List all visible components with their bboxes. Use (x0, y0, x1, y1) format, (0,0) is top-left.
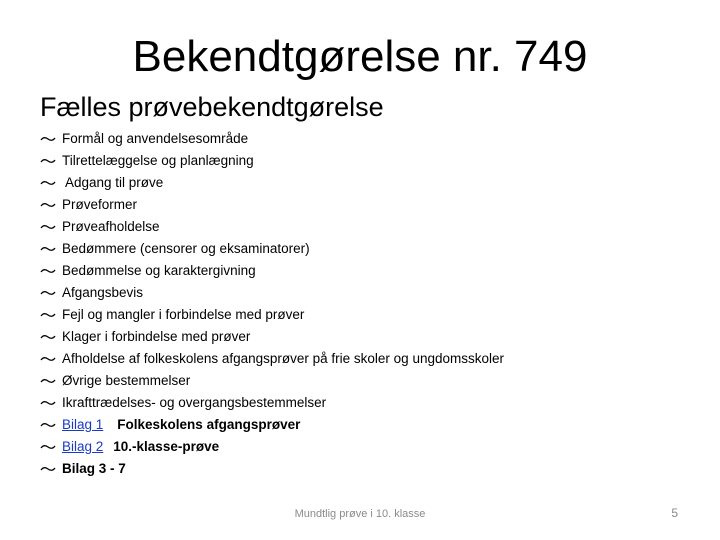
list-item (40, 370, 504, 392)
list-item-label: Fejl og mangler i forbindelse med prøver (62, 307, 305, 322)
list-item (40, 304, 504, 326)
list-item (40, 172, 504, 194)
list-item-label: Bedømmelse og karaktergivning (62, 263, 256, 278)
list-item-label: Formål og anvendelsesområde (62, 131, 249, 146)
wavy-dash-icon (40, 245, 62, 253)
list-item-label: Prøveafholdelse (62, 219, 160, 234)
wavy-dash-icon (40, 289, 62, 297)
wavy-dash-icon (40, 157, 62, 165)
list-item-label: Tilrettelæggelse og planlægning (62, 153, 254, 168)
list-item-label: Bedømmere (censorer og eksaminatorer) (62, 241, 310, 256)
bilag-2-link[interactable]: Bilag 2 (62, 439, 104, 454)
list-item (40, 194, 504, 216)
bilag-1-link[interactable]: Bilag 1 (62, 417, 104, 432)
slide-title: Bekendtgørelse nr. 749 (132, 32, 588, 81)
list-item (40, 392, 504, 414)
bilag-1-description: Folkeskolens afgangsprøver (117, 417, 301, 432)
list-item-label: Prøveformer (62, 197, 138, 212)
topic-list (40, 128, 504, 480)
list-item-label: Afholdelse af folkeskolens afgangsprøver på frie skoler og ungdomsskoler (62, 351, 504, 366)
wavy-dash-icon (40, 179, 62, 187)
list-item-label: Ikrafttrædelses- og overgangsbestemmelser (62, 395, 327, 410)
slide-footer: Mundtlig prøve i 10. klasse (294, 508, 426, 520)
wavy-dash-icon (40, 465, 62, 473)
list-item (40, 216, 504, 238)
wavy-dash-icon (40, 355, 62, 363)
wavy-dash-icon (40, 421, 62, 429)
wavy-dash-icon (40, 399, 62, 407)
list-item-label: Adgang til prøve (62, 175, 164, 190)
wavy-dash-icon (40, 223, 62, 231)
list-item-bilag-2 (40, 436, 504, 458)
wavy-dash-icon (40, 443, 62, 451)
list-item (40, 348, 504, 370)
list-item (40, 282, 504, 304)
wavy-dash-icon (40, 135, 62, 143)
page-number: 5 (671, 506, 678, 520)
wavy-dash-icon (40, 377, 62, 385)
bilag-3-7-label: Bilag 3 - 7 (62, 461, 126, 476)
wavy-dash-icon (40, 201, 62, 209)
list-item-bilag-3-7 (40, 458, 504, 480)
list-item (40, 128, 504, 150)
wavy-dash-icon (40, 333, 62, 341)
list-item-label: Øvrige bestemmelser (62, 373, 191, 388)
list-item (40, 150, 504, 172)
wavy-dash-icon (40, 311, 62, 319)
list-item-label: Klager i forbindelse med prøver (62, 329, 251, 344)
list-item-label: Afgangsbevis (62, 285, 144, 300)
wavy-dash-icon (40, 267, 62, 275)
bilag-2-description: 10.-klasse-prøve (113, 439, 220, 454)
list-item (40, 238, 504, 260)
list-item-bilag-1 (40, 414, 504, 436)
list-item (40, 260, 504, 282)
slide-subtitle: Fælles prøvebekendtgørelse (40, 92, 384, 122)
list-item (40, 326, 504, 348)
